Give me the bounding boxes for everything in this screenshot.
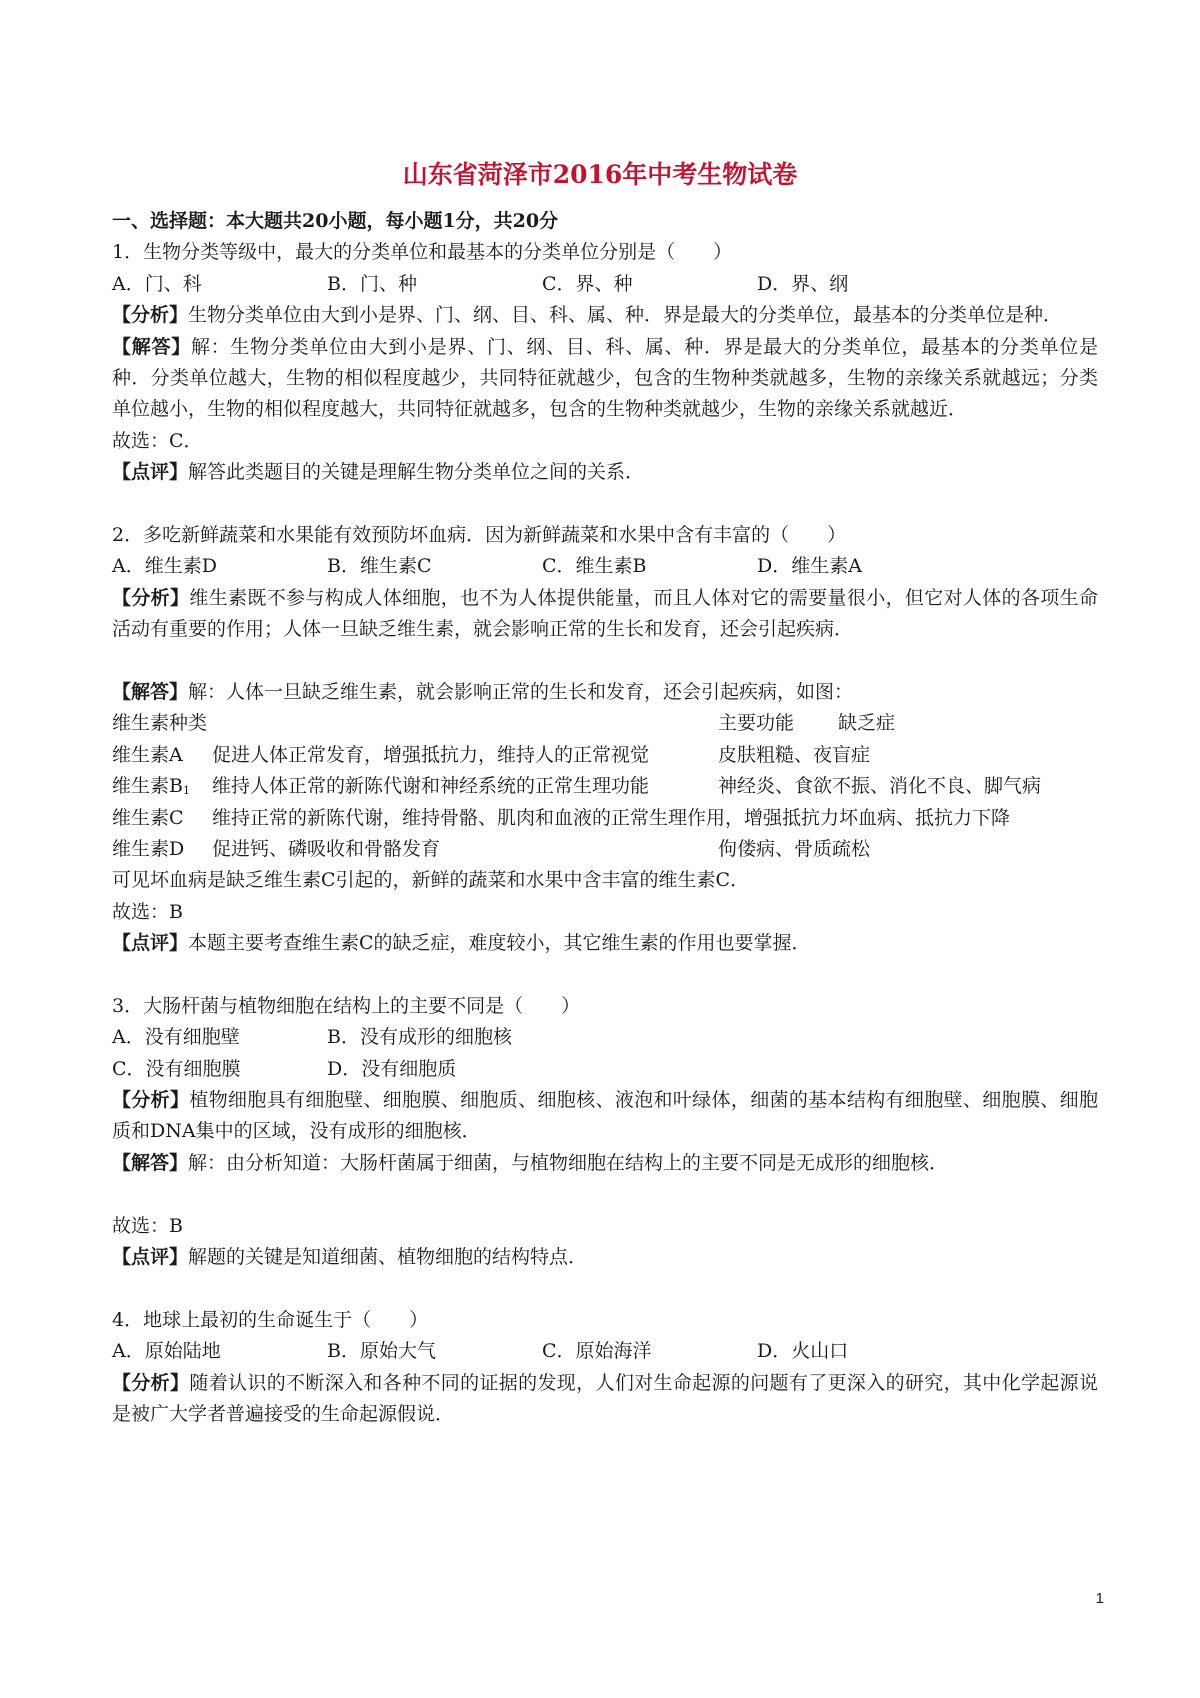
option-b: B．维生素C <box>327 555 432 578</box>
question-3-answer: 【解答】解：由分析知道：大肠杆菌属于细菌，与植物细胞在结构上的主要不同是无成形的细胞核． <box>112 1151 949 1174</box>
option-d: D．维生素A <box>757 555 862 578</box>
vitamin-name: 维生素C <box>112 806 184 829</box>
question-3-options-row-1 <box>112 1022 1098 1053</box>
question-1-answer: 【解答】解：生物分类单位由大到小是界、门、纲、目、科、属、种．界是最大的分类单位，最基本的分类单位是种．分类单位越大，生物的相似程度越少，共同特征就越少，包含的生物种类就越多，生物的亲缘关系就越远；分类单位越小，生物的相似程度越大，共同特征就越多，包含的生物种类就越少，生物的亲缘关系就越近． <box>112 335 1098 421</box>
question-4-stem: 4．地球上最初的生命诞生于（ ） <box>112 1308 429 1331</box>
option-c: C．维生素B <box>542 555 647 578</box>
vitamin-c-row <box>112 803 1098 834</box>
question-3-options-row-2 <box>112 1054 1098 1085</box>
question-1-stem: 1．生物分类等级中，最大的分类单位和最基本的分类单位分别是（ ） <box>112 241 733 264</box>
vitamin-deficiency: 佝偻病、骨质疏松 <box>718 837 871 860</box>
option-b: B．门、种 <box>327 272 417 295</box>
question-2-choice: 故选：B <box>112 900 183 923</box>
vitamin-function: 维持人体正常的新陈代谢和神经系统的正常生理功能 <box>212 775 650 798</box>
vitamin-name: 维生素$B_1$ <box>112 775 190 798</box>
question-3-analysis: 【分析】植物细胞具有细胞壁、细胞膜、细胞质、细胞核、液泡和叶绿体，细菌的基本结构有细胞壁、细胞膜、细胞质和DNA集中的区域，没有成形的细胞核． <box>112 1089 1098 1143</box>
vitamin-name: 维生素D <box>112 837 185 860</box>
option-d: D．界、纲 <box>757 272 849 295</box>
option-d: D．火山口 <box>757 1340 849 1363</box>
vitamin-deficiency: 坏血病、抵抗力下降 <box>839 806 1011 829</box>
question-4-analysis: 【分析】随着认识的不断深入和各种不同的证据的发现，人们对生命起源的问题有了更深入的研究，其中化学起源说是被广大学者普遍接受的生命起源假说． <box>112 1371 1098 1425</box>
vitamin-a-row <box>112 740 1098 771</box>
option-c: C．没有细胞膜 <box>112 1057 241 1080</box>
question-2-answer-intro: 【解答】解：人体一旦缺乏维生素，就会影响正常的生长和发育，还会引起疾病，如图： <box>112 680 854 703</box>
analysis-tag: 【分析】 <box>112 586 190 609</box>
analysis-tag: 【分析】 <box>112 1089 190 1112</box>
deficiency-header: 缺乏症 <box>838 712 896 735</box>
section-heading: 一、选择题：本大题共20小题，每小题1分，共20分 <box>112 210 559 232</box>
vitamin-name: 维生素A <box>112 743 183 766</box>
answer-tag: 【解答】 <box>112 680 189 703</box>
question-1-choice: 故选：C． <box>112 429 203 452</box>
option-d: D．没有细胞质 <box>327 1057 457 1080</box>
vitamin-deficiency: 神经炎、食欲不振、消化不良、脚气病 <box>718 775 1042 798</box>
option-c: C．界、种 <box>542 272 633 295</box>
option-b: B．没有成形的细胞核 <box>327 1026 512 1049</box>
comment-tag: 【点评】 <box>112 461 189 484</box>
vitamin-table-header <box>112 708 1098 739</box>
option-c: C．原始海洋 <box>542 1340 652 1363</box>
page-number: 1 <box>1095 1590 1104 1607</box>
question-2-stem: 2．多吃新鲜蔬菜和水果能有效预防坏血病．因为新鲜蔬菜和水果中含有丰富的（ ） <box>112 523 847 546</box>
question-1-comment: 【点评】解答此类题目的关键是理解生物分类单位之间的关系． <box>112 461 645 484</box>
question-4-options <box>112 1336 1098 1367</box>
question-3-stem: 3．大肠杆菌与植物细胞在结构上的主要不同是（ ） <box>112 994 581 1017</box>
option-b: B．原始大气 <box>327 1340 436 1363</box>
question-2-conclusion: 可见坏血病是缺乏维生素C引起的，新鲜的蔬菜和水果中含丰富的维生素C． <box>112 869 750 892</box>
question-2-analysis: 【分析】维生素既不参与构成人体细胞，也不为人体提供能量，而且人体对它的需要量很小，但它对人体的各项生命活动有重要的作用；人体一旦缺乏维生素，就会影响正常的生长和发育，还会引起疾病． <box>112 586 1098 641</box>
vitamin-function: 促进人体正常发育，增强抵抗力，维持人的正常视觉 <box>212 743 650 766</box>
vitamin-deficiency: 皮肤粗糙、夜盲症 <box>718 743 871 766</box>
question-3-comment: 【点评】解题的关键是知道细菌、植物细胞的结构特点． <box>112 1246 588 1269</box>
option-a: A．原始陆地 <box>112 1340 221 1363</box>
vitamin-kind-header: 维生素种类 <box>112 712 208 735</box>
option-a: A．维生素D <box>112 555 217 578</box>
vitamin-b1-row <box>112 771 1098 802</box>
answer-tag: 【解答】 <box>112 1151 189 1174</box>
question-3-choice: 故选：B <box>112 1214 183 1237</box>
answer-tag: 【解答】 <box>112 335 191 358</box>
analysis-tag: 【分析】 <box>112 1371 190 1394</box>
document-body <box>112 206 1098 1430</box>
question-2-comment: 【点评】本题主要考查维生素C的缺乏症，难度较小，其它维生素的作用也要掌握． <box>112 932 811 955</box>
vitamin-function: 促进钙、磷吸收和骨骼发育 <box>212 837 441 860</box>
analysis-tag: 【分析】 <box>112 304 189 327</box>
option-a: A．门、科 <box>112 272 202 295</box>
question-1-options <box>112 269 1098 300</box>
main-function-header: 主要功能 <box>718 712 795 735</box>
comment-tag: 【点评】 <box>112 1246 189 1269</box>
vitamin-d-row <box>112 834 1098 865</box>
page-title: 山东省菏泽市2016年中考生物试卷 <box>402 160 798 189</box>
option-a: A．没有细胞壁 <box>112 1026 240 1049</box>
comment-tag: 【点评】 <box>112 932 189 955</box>
vitamin-function: 维持正常的新陈代谢，维持骨骼、肌肉和血液的正常生理作用，增强抵抗力 <box>212 806 840 829</box>
question-2-options <box>112 551 1098 582</box>
question-1-analysis: 【分析】生物分类单位由大到小是界、门、纲、目、科、属、种．界是最大的分类单位，最基本的分类单位是种． <box>112 304 1063 327</box>
